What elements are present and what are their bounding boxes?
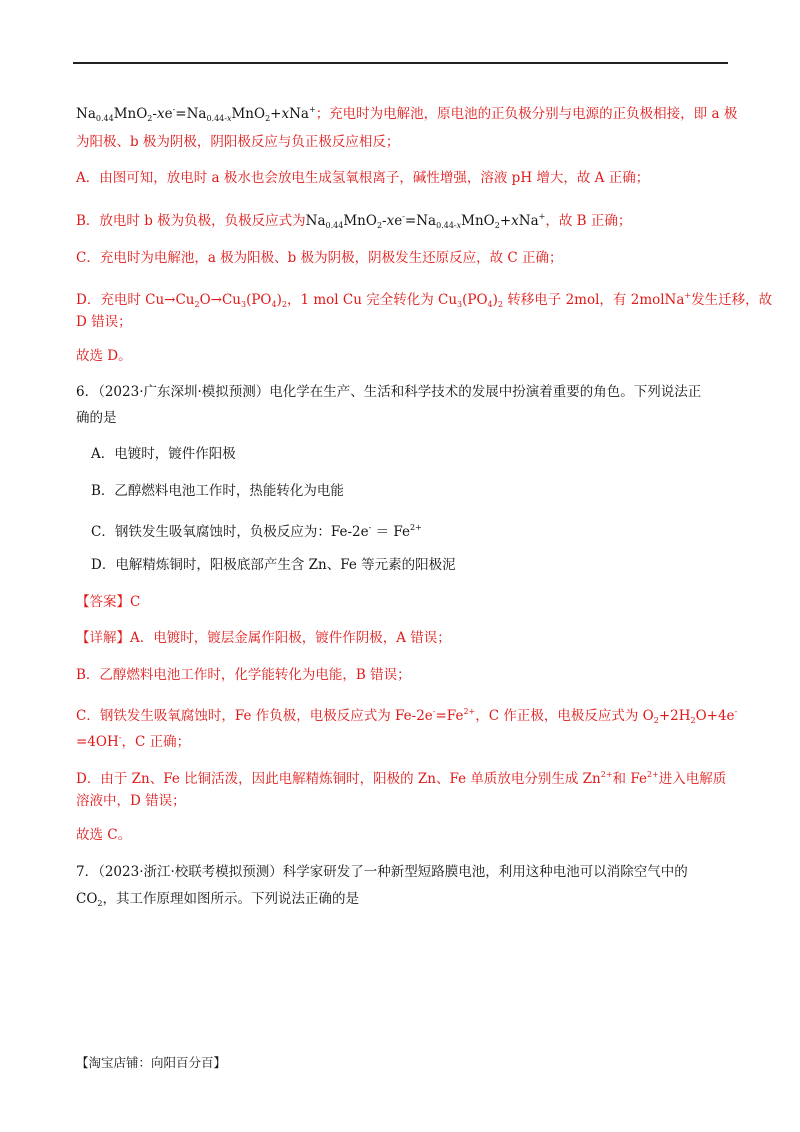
question-7-stem: 7．（2023·浙江·校联考模拟预测）科学家研发了一种新型短路膜电池，利用这种电池可以消除空气中的 [76, 864, 688, 880]
question-6-option-b: B．乙醇燃料电池工作时，热能转化为电能 [91, 483, 344, 499]
question-6-stem-cont: 确的是 [76, 410, 117, 426]
question-6-option-d: D．电解精炼铜时，阳极底部产生含 Zn、Fe 等元素的阳极泥 [91, 557, 456, 573]
question-6-option-a: A．电镀时，镀件作阳极 [91, 446, 236, 462]
solution-line-2: 为阳极、b 极为阴极，阴阳极反应与负正极反应相反； [76, 134, 400, 150]
header-rule [73, 62, 728, 64]
solution-line-1: $Na_{0.44}MnO_2-xe^-=Na_{0.44-x}MnO_2+xNa^+$；充电时为电解池，原电池的正负极分别与电源的正负极相接，即 a 极 [76, 105, 738, 123]
detail-line-6: 溶液中，D 错误； [76, 793, 186, 809]
question-6-option-c: C．钢铁发生吸氧腐蚀时，负极反应为：$Fe-2e^- = Fe^{2+}$ [91, 523, 422, 540]
question-7-stem-cont: $CO_2$，其工作原理如图所示。下列说法正确的是 [76, 891, 359, 908]
solution-option-d-cont: D 错误； [76, 314, 132, 330]
question-6-stem: 6．（2023·广东深圳·模拟预测）电化学在生产、生活和科学技术的发展中扮演着重要的角色。下列说法正 [76, 384, 702, 400]
solution-conclusion: 故选 D。 [76, 348, 132, 364]
solution-option-c: C．充电时为电解池，a 极为阳极、b 极为阴极，阴极发生还原反应，故 C 正确； [76, 250, 563, 266]
detail-line-2: B．乙醇燃料电池工作时，化学能转化为电能，B 错误； [76, 667, 411, 683]
answer-line: 【答案】C [76, 594, 141, 610]
detail-line-4: =4OH-，C 正确； [76, 733, 191, 750]
detail-line-1: 【详解】A．电镀时，镀层金属作阳极，镀件作阴极，A 错误； [76, 630, 451, 646]
formula-na-mno2-b: $Na_{0.44}MnO_2-xe^-=Na_{0.44-x}MnO_2+xNa^+$ [305, 212, 546, 230]
detail-line-3: C．钢铁发生吸氧腐蚀时，Fe 作负极，电极反应式为 $Fe-2e^-=Fe^{2+}$，C 作正极，电极反应式为 $O_2+2H_2O+4e^-$ [76, 707, 738, 725]
page-footer: 【淘宝店铺：向阳百分百】 [76, 1055, 227, 1070]
solution-option-d: D．充电时 $Cu\to Cu_2O\to Cu_3(PO_4)_2$，1 mol Cu 完全转化为 $Cu_3(PO_4)_2$ 转移电子 2mol，有 2molNa+发生迁移，故 [76, 291, 773, 309]
solution-option-a: A．由图可知，放电时 a 极水也会放电生成氢氧根离子，碱性增强，溶液 pH 增大，故 A 正确； [76, 170, 650, 186]
detail-line-5: D．由于 Zn、Fe 比铜活泼，因此电解精炼铜时，阳极的 Zn、Fe 单质放电分别生成 $Zn^{2+}$和 $Fe^{2+}$进入电解质 [76, 770, 727, 787]
solution-option-b: B．放电时 b 极为负极，负极反应式为$Na_{0.44}MnO_2-xe^-=Na_{0.44-x}MnO_2+xNa^+$，故 B 正确； [76, 212, 632, 230]
detail-conclusion: 故选 C。 [76, 827, 132, 843]
formula-na-mno2: $Na_{0.44}MnO_2-xe^-=Na_{0.44-x}MnO_2+xNa^+$ [76, 105, 316, 123]
